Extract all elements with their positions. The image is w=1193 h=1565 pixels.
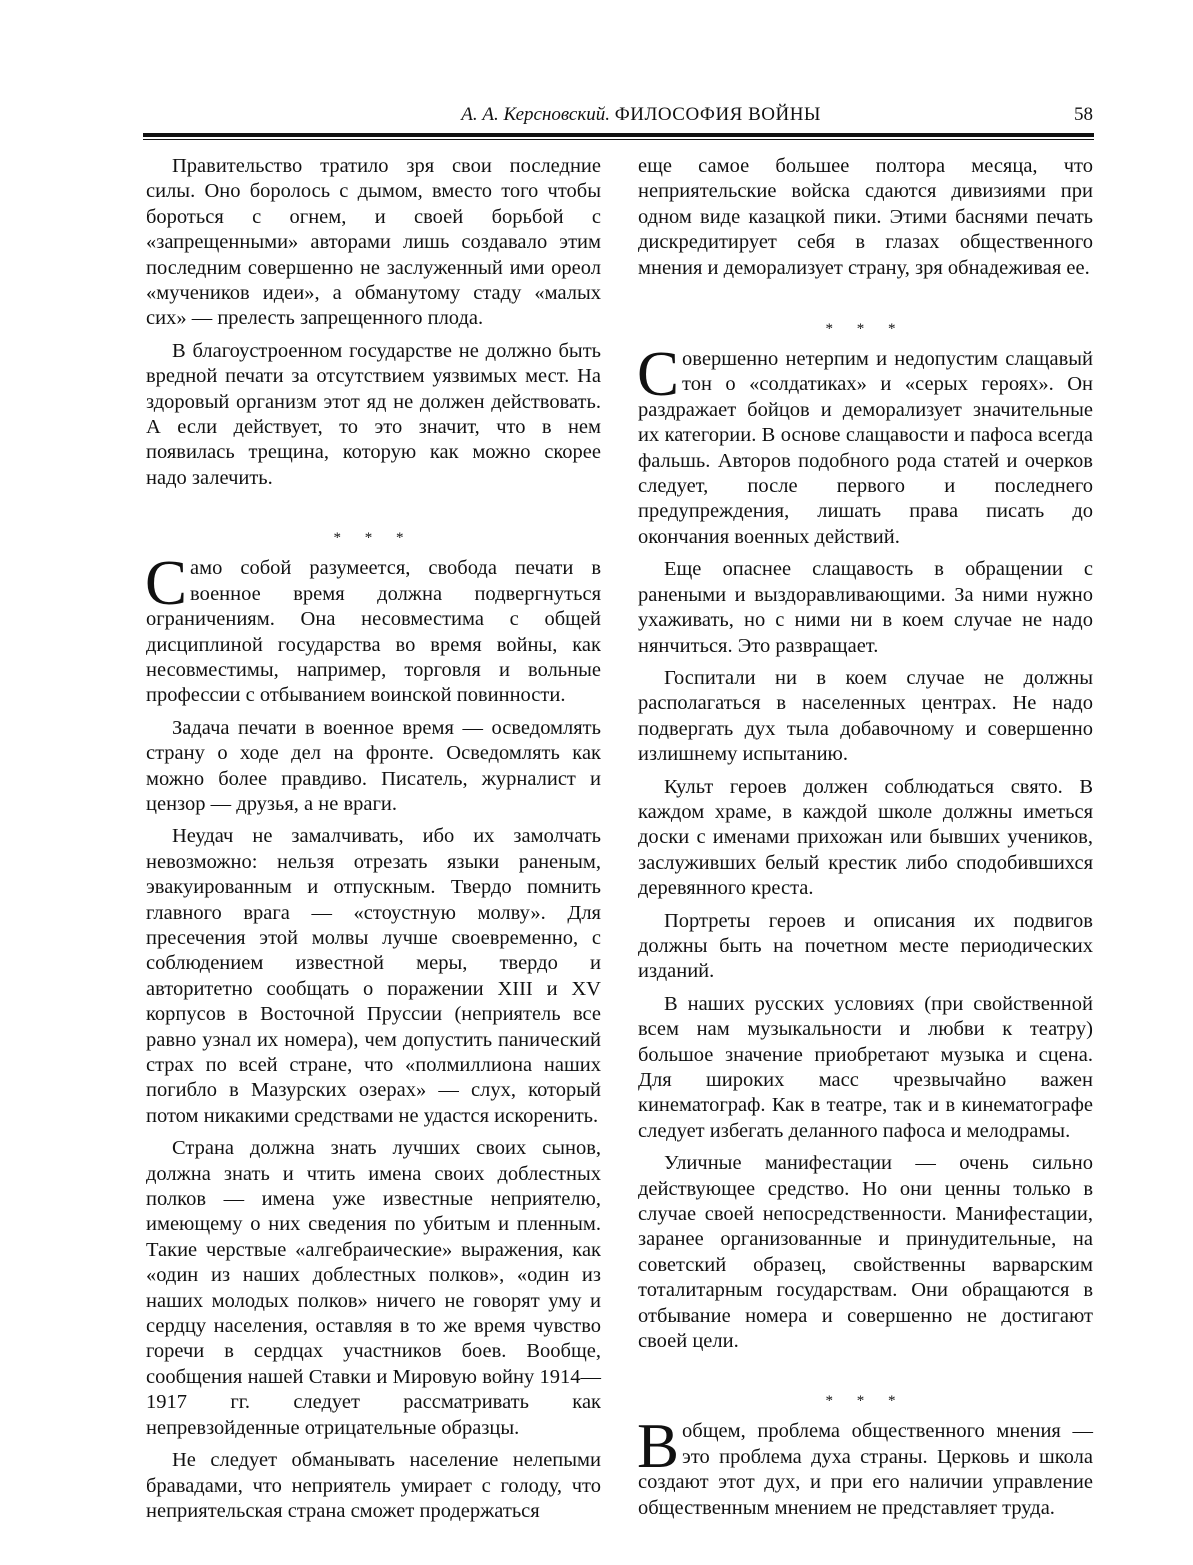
author-name: А. А. Керсновский. xyxy=(461,104,610,125)
paragraph-dropcap xyxy=(637,1411,1093,1521)
section-separator: * * * xyxy=(333,530,414,547)
paragraph: Задача печати в военное время — осведомлять страну о ходе дел на фронте. Осведомлять как можно более правдиво. Писатель, журналист и цензор — друзья, а не враги. xyxy=(146,716,601,815)
paragraph: В наших русских условиях (при свойственной всем нам музыкальности и любви к театру) большое значение приобретают музыка и сцена. Для широких масс чрезвычайно важен кинематограф. Как в театре, так и в кинематографе следует избегать деланного пафоса и мелодрамы. xyxy=(638,992,1093,1142)
running-head xyxy=(461,104,821,126)
section-separator: * * * xyxy=(825,321,906,338)
right-column xyxy=(638,154,1093,1528)
paragraph: Портреты героев и описания их подвигов должны быть на почетном месте периодических изданий. xyxy=(638,909,1093,983)
drop-cap: С xyxy=(637,339,680,410)
section-separator: * * * xyxy=(825,1393,906,1410)
paragraph: Уличные манифестации — очень сильно действующее средство. Но они ценны только в случае своей непосредственности. Манифестации, заранее организованные и принудительные, на советский образец, свойственны варварским тоталитарным государствам. Они обращаются в отбывание номера и совершенно не достигают своей цели. xyxy=(638,1152,1093,1353)
paragraph-text: общем, проблема общественного мнения — это проблема духа страны. Церковь и школа создают этот дух, и при его наличии управление общественным мнением не представляет труда. xyxy=(638,1420,1093,1519)
paragraph: Еще опаснее слащавость в обращении с ранеными и выздоравливающими. За ними нужно ухаживать, но с ними ни в коем случае не надо нянчиться. Это развращает. xyxy=(638,558,1093,657)
running-header xyxy=(143,104,1093,132)
page-number: 58 xyxy=(1074,104,1093,125)
paragraph: Госпитали ни в коем случае не должны располагаться в населенных центрах. Не надо подвергать дух тыла добавочному и совершенно излишнему испытанию. xyxy=(638,666,1093,766)
left-column xyxy=(146,154,601,1531)
paragraph: Не следует обманывать население нелепыми бравадами, что неприятель умирает с голоду, что неприятельская страна сможет продержаться xyxy=(146,1449,601,1522)
paragraph: Неудач не замалчивать, ибо их замолчать невозможно: нельзя отрезать языки раненым, эвакуированным и отпускным. Твердо помнить главного врага — «стоустную молву». Для пресечения этой молвы лучше своевременно, с соблюдением известной меры, твердо и авторитетно сообщать о поражении XIII и XV корпусов в Восточной Пруссии (неприятель все равно узнал их номера), чем допустить панический страх по всей стране, что «полмиллиона наших погибло в Мазурских озерах» — слух, который потом никакими средствами не удастся искоренить. xyxy=(146,825,601,1127)
paragraph: еще самое большее полтора месяца, что неприятельские войска сдаются дивизиями при одном виде казацкой пики. Этими баснями печать дискредитирует себя в глазах общественного мнения и деморализует страну, зря обнадеживая ее. xyxy=(638,155,1093,279)
drop-cap: В xyxy=(637,1411,680,1482)
paragraph-text: амо собой разумеется, свобода печати в военное время должна подвергнуться ограничениям. Она несовместима с общей дисциплиной государства во время войны, как несовместимы, например, торговля и вольные профессии с отбыванием воинской повинности. xyxy=(146,557,601,707)
paragraph-text: овершенно нетерпим и недопустим слащавый тон о «солдатиках» и «серых героях». Он раздражает бойцов и деморализует значительные их категории. В основе слащавости и пафоса всегда фальшь. Авторов подобного рода статей и очерков следует, после первого и последнего предупреждения, лишать права писать до окончания военных действий. xyxy=(638,348,1093,548)
paragraph: Правительство тратило зря свои последние силы. Оно боролось с дымом, вместо того чтобы бороться с огнем, и своей борьбой с «запрещенными» авторами лишь создавало этим последним совершенно не заслуженный ими ореол «мучеников идеи», а обманутому стаду «малых сих» — прелесть запрещенного плода. xyxy=(146,155,601,330)
paragraph: Культ героев должен соблюдаться свято. В каждом храме, в каждой школе должны иметься доски с именами прихожан или бывших учеников, заслуживших белый крестик либо сподобившихся деревянного креста. xyxy=(638,775,1093,900)
book-title: ФИЛОСОФИЯ ВОЙНЫ xyxy=(614,104,821,125)
paragraph: Страна должна знать лучших своих сынов, должна знать и чтить имена своих доблестных полков — имена уже известные неприятелю, имеющему о них сведения по убитым и пленным. Такие черствые «алгебраические» выражения, как «один из наших доблестных полков», «один из наших молодых полков» ничего не говорят уму и сердцу населения, оставляя в то же время чувство горечи в сердцах участников боев. Вообще, сообщения нашей Ставки и Мировую войну 1914—1917 гг. следует рассматривать как непревзойденные отрицательные образцы. xyxy=(146,1137,601,1439)
paragraph-dropcap xyxy=(145,548,601,708)
header-rule-thick xyxy=(143,133,1094,137)
paragraph: В благоустроенном государстве не должно быть вредной печати за отсутствием уязвимых мест. На здоровый организм этот яд не должен действовать. А если действует, то это значит, что в нем появилась трещина, которую как можно скорее надо залечить. xyxy=(146,339,601,489)
header-rule-thin xyxy=(143,139,1094,140)
paragraph-dropcap xyxy=(637,339,1093,550)
drop-cap: С xyxy=(145,548,188,619)
